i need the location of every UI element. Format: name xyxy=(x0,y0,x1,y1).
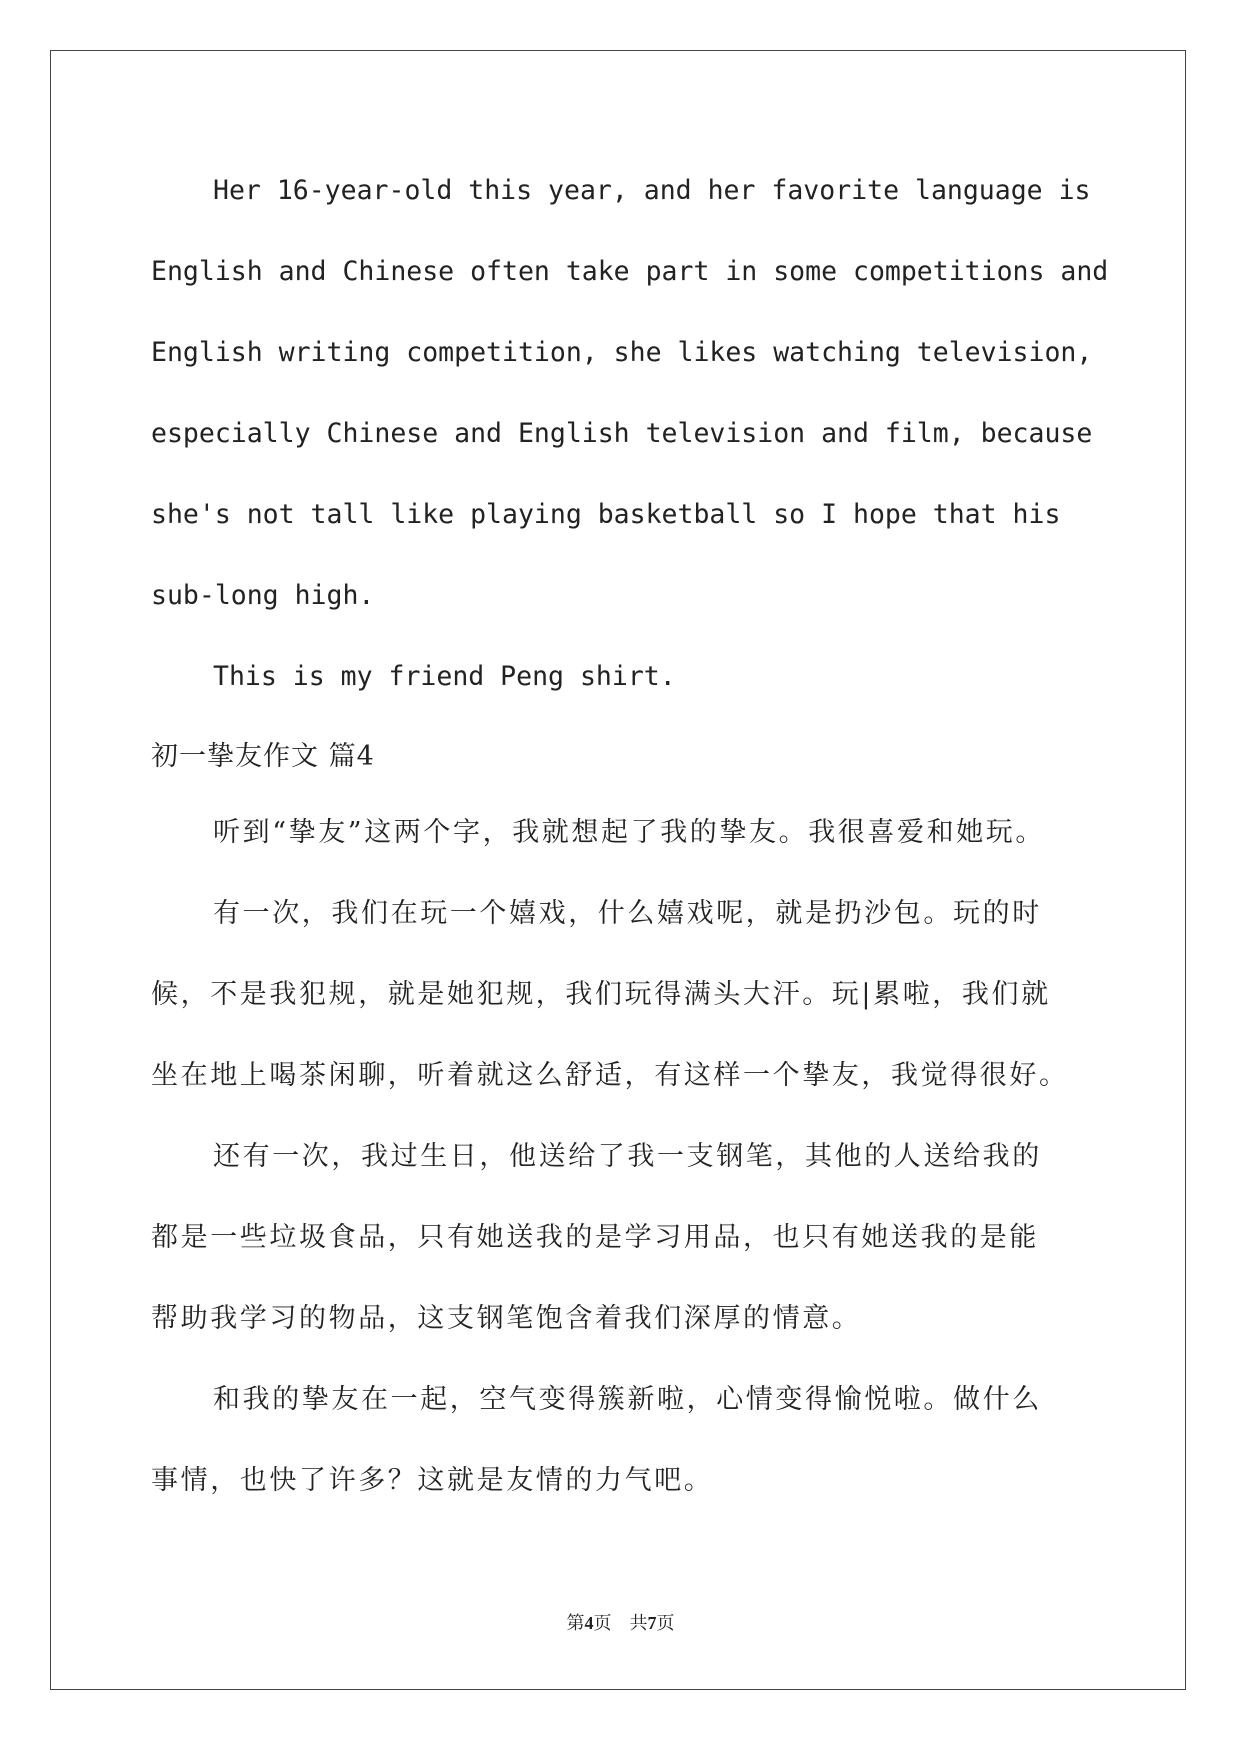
section-heading: 初一挚友作文 篇4 xyxy=(151,741,375,772)
text-line: especially Chinese and English television and film, because xyxy=(151,418,1093,449)
text-line: 帮助我学习的物品，这支钢笔饱含着我们深厚的情意。 xyxy=(151,1303,862,1334)
text-line: 候，不是我犯规，就是她犯规，我们玩得满头大汗。玩|累啦，我们就 xyxy=(151,979,1051,1010)
text-line: English writing competition, she likes watching television, xyxy=(151,337,1093,368)
footer-total-suffix: 页 xyxy=(656,1613,675,1633)
text-line: 有一次，我们在玩一个嬉戏，什么嬉戏呢，就是扔沙包。玩的时 xyxy=(213,898,1042,929)
text-line: 听到“挚友”这两个字，我就想起了我的挚友。我很喜爱和她玩。 xyxy=(213,817,1046,848)
text-line: sub-long high. xyxy=(151,580,375,611)
text-line: 都是一些垃圾食品，只有她送我的是学习用品，也只有她送我的是能 xyxy=(151,1222,1039,1253)
total-pages-number: 7 xyxy=(647,1613,657,1633)
text-line: This is my friend Peng shirt. xyxy=(213,661,676,692)
text-line: she's not tall like playing basketball so I hope that his xyxy=(151,499,1061,530)
text-line: 还有一次，我过生日，他送给了我一支钢笔，其他的人送给我的 xyxy=(213,1141,1042,1172)
current-page-number: 4 xyxy=(584,1613,594,1633)
text-line: 和我的挚友在一起，空气变得簇新啦，心情变得愉悦啦。做什么 xyxy=(213,1384,1042,1415)
footer-total-prefix: 共 xyxy=(629,1613,648,1633)
page-footer xyxy=(0,1609,1241,1635)
text-line: 事情，也快了许多？这就是友情的力气吧。 xyxy=(151,1465,714,1496)
footer-page-suffix: 页 xyxy=(593,1613,612,1633)
text-line: English and Chinese often take part in some competitions and xyxy=(151,256,1109,287)
text-line: 坐在地上喝茶闲聊，听着就这么舒适，有这样一个挚友，我觉得很好。 xyxy=(151,1060,1069,1091)
page-border xyxy=(50,50,1186,1690)
footer-prefix: 第 xyxy=(566,1613,585,1633)
text-line: Her 16-year-old this year, and her favorite language is xyxy=(213,175,1091,206)
